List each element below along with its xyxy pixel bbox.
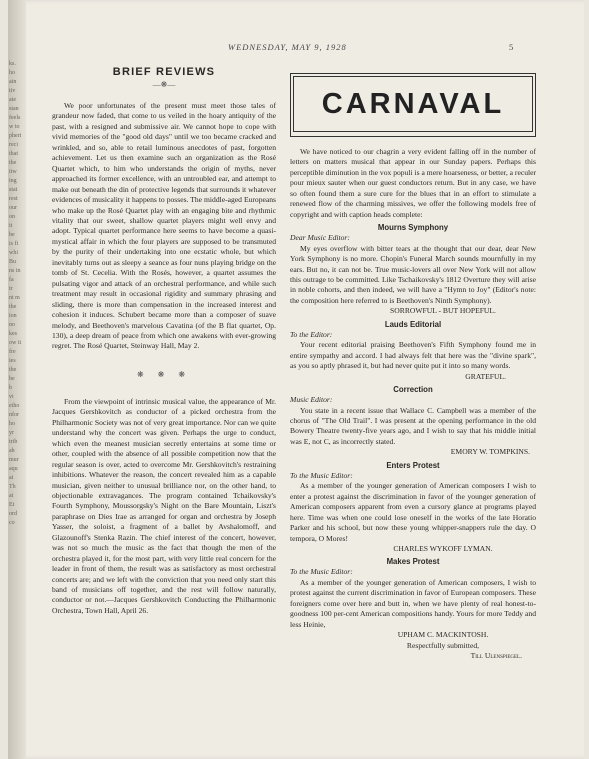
gutter-fragment: ion: [9, 313, 17, 319]
gutter-fragment: ir: [9, 286, 13, 292]
letter-item: [290, 320, 536, 382]
gutter-fragment: mur: [9, 457, 19, 463]
letter-body: Your recent editorial praising Beethoven's Fifth Symphony found me in entire sympathy and accord. I had always felt that here was the "divine spark", as you so aptly phrased it, but had never quite put it into so many words.: [290, 340, 536, 371]
brief-reviews-title: BRIEF REVIEWS: [112, 66, 216, 78]
gutter-fragment: kes: [9, 331, 17, 337]
gutter-fragment: fa: [9, 277, 14, 283]
letter-salutation: To the Music Editor:: [290, 470, 353, 480]
gutter-fragment: pheri: [9, 133, 22, 139]
gutter-fragment: it: [9, 223, 13, 229]
gutter-fragment: whi: [9, 250, 18, 256]
letter-item: [290, 557, 536, 640]
gutter-fragment: stat: [9, 187, 18, 193]
header-date: WEDNESDAY, MAY 9, 1928: [228, 42, 347, 52]
gutter-fragment: fre: [9, 349, 16, 355]
gutter-fragment: Th: [9, 484, 16, 490]
gutter-fragment: ho: [9, 421, 15, 427]
gutter-fragment: itw: [9, 169, 17, 175]
gutter-fragment: at: [9, 493, 14, 499]
gutter-fragment: rest: [9, 196, 18, 202]
gutter-fragment: vi: [9, 394, 14, 400]
gutter-fragment: tiv: [9, 88, 16, 94]
gutter-fragment: ain: [9, 79, 17, 85]
gutter-fragment: reci: [9, 142, 18, 148]
page-number: 5: [509, 42, 515, 52]
review-rose-quartet: We poor unfortunates of the present must meet those tales of grandeur now faded, that come to us veiled in the hoary antiquity of the past, with a resigned and submissive air. We cannot hope to cope with vivid memories of the "good old days" until we too became cracked and wrinkled, and so, able to retail luminous anecdotes of past, forgotten achievement. Let us then examine such an organization as the Rosé Quartet which, to him who understands the origin of myths, never approached its former excellence, with an untroubled ear, and attempt to make out beneath the din of protective legends that surrounds it whatever evidences of musicality it happens to posses. The middle-aged Europeans who make up the Rosé Quartet play with an engaging bite and rhythmic vitality that our sweet, shallow quartet players might well envy and adopt. Typical quartet performance here seems to have become a quasi-mystical affair in which the four players are supposed to be transmuted by the purity of their undertaking into one ecstatic whole, but which inevitably turns out as sleepy a seance as four nuns playing bridge on the tomb of St. Cecelia. With the Rosés, however, a quartet assumes the pulsating vigor and attack of an orchestral performance, and while such treatment may result in occasional rigidity and summary phrasing and sliding, there is more than compensation in the increased interest and cohesion it induces. Schubert became more than a composer of suave melody, and Beethoven's marvelous Cavatina (of the B flat quartet, Op. 130), a deep dream of peace from which one awakens with ever-growing regret. The Rosé Quartet, Steinway Hall, May 2.: [52, 101, 276, 351]
letter-signature: UPHAM C. MACKINTOSH.: [397, 630, 489, 640]
carnaval-intro: We have noticed to our chagrin a very evident falling off in the number of letters on matters musical that appear in our Sunday papers. Perhaps this perceptible diminution in the vox populi is a mere hoarseness, or better, a reculer pour mieux sauter when our guest conductors return. But in any case, we have so often found them a sure cure for the blues that in an effort to stimulate a renewed flow of the charming missives, we offer the following models free of copyright and with caption heads complete:: [290, 147, 536, 219]
gutter-fragment: the: [9, 367, 17, 373]
letter-signature: CHARLES WYKOFF LYMAN.: [393, 543, 493, 553]
letter-heading: Lauds Editorial: [384, 319, 442, 329]
gutter-fragment: trib: [9, 439, 18, 445]
gutter-fragment: the: [9, 304, 17, 310]
gutter-fragment: Bu: [9, 259, 17, 265]
gutter-fragment: ho: [9, 70, 15, 76]
gutter-fragment: that: [9, 151, 18, 157]
gutter-fragment: aqu: [9, 466, 18, 472]
letter-heading: Correction: [393, 385, 433, 395]
gutter-fragment: ow it: [9, 340, 22, 346]
gutter-fragment: etho: [9, 403, 20, 409]
title-ornament: —❋—: [152, 80, 176, 89]
gutter-fragment: the: [9, 160, 17, 166]
letter-heading: Mourns Symphony: [377, 223, 449, 233]
gutter-fragment: co: [9, 520, 15, 526]
letter-salutation: To the Music Editor:: [290, 567, 353, 577]
carnaval-column: [290, 73, 536, 661]
gutter-fragment: ies: [9, 358, 16, 364]
letter-item: [290, 461, 536, 555]
closing-line: Respectfully submitted,: [406, 640, 480, 650]
letter-item: [290, 385, 536, 458]
gutter-fragment: our: [9, 205, 17, 211]
gutter-fragment: is fi: [9, 241, 19, 247]
letter-body: My eyes overflow with bitter tears at the thought that our dear, dear New York Symphony is no more. Chopin's Funeral March sounds mournfully in my ears. But no, it can not be. True music-lovers all over New York will not allow this outrage to be committed. Like Tschaikovsky's 1812 Overture they will arise in noble cohorts, and then indeed, we will have a "Hymn to Joy" (Editor's note: the composition here referred to is Beethoven's Ninth Symphony).: [290, 243, 536, 305]
gutter-fragment: at: [9, 475, 14, 481]
gutter-fragment: nt m: [9, 295, 20, 301]
gutter-fragment: stan: [9, 106, 19, 112]
closing-signature: Till Ulenspiegel.: [470, 651, 522, 661]
facing-page-gutter: [8, 0, 26, 759]
gutter-fragment: nfor: [9, 412, 19, 418]
letter-heading: Enters Protest: [386, 460, 440, 470]
letter-body: As a member of the younger generation of American composers I wish to enter a protest against the discrimination in favor of the younger generation of American composers apparent from even a cursory glance at programs played here. Time was when one could lose oneself in the works of the late Horatio Parker and his school, but now these young whipper-snappers rule the day. O tempora, O Mores!: [290, 481, 536, 543]
letter-signature: EMORY W. TOMPKINS.: [450, 447, 530, 457]
gutter-fragment: no: [9, 322, 15, 328]
gutter-fragment: ate: [9, 97, 16, 103]
letter-body: As a member of the younger generation of American composers, I wish to protest against the current discrimination in favor of European composers. These foreigners come over here and butt in, when we have plenty of real honest-to-goodness 100 per-cent American compositions handy. Yours for more Teddy and less Heinie,: [290, 577, 536, 629]
gutter-fragment: b: [9, 385, 12, 391]
gutter-fragment: on: [9, 214, 15, 220]
gutter-fragment: be: [9, 232, 15, 238]
letter-body: You state in a recent issue that Wallace C. Campbell was a member of the chorus of "The Old Trail". I was present at the opening performance in the old Bowery Theatre twenty-five years ago, and I wish to say that his middle initial was E, not C, as incorrectly stated.: [290, 405, 536, 446]
carnaval-title-box: [290, 73, 536, 137]
gutter-fragment: ord: [9, 511, 17, 517]
letter-salutation: To the Editor:: [290, 329, 333, 339]
review-gershkovitch: From the viewpoint of intrinsic musical value, the appearance of Mr. Jacques Gershkovitch as conductor of a picked orchestra from the Philharmonic Society was not of very great importance. Nor can we quite understand why the concert was given. Perhaps the urge to conduct, which even the meanest musician secretly entertains at some time or other, coupled with the absence of all possible competition now that the regular season is over, acted to overcome Mr. Gershkovitch's restraining inhibitions. Whatever the reason, the concert revealed him as a capable musician, given neither to unusual brilliance nor, on the other hand, to objectionable extravagances. The program contained Tchaikovsky's Fourth Symphony, Moussorgsky's Night on the Bare Mountain, Liszt's paraphrase on Dies Irae as arranged for organ and orchestra by Joseph Yasser, the soloist, a fragment of a ballet by Avshalomoff, and Glazounoff's Stenka Razin. The chief interest of the concert, however, was not so much the music as the fact that though the men of the orchestra played it, for the most part, with very little real concern for the leader in front of them, the result was as satisfactory as most orchestral concerts are; and we left with the conviction that you need only start this band of musicians off together, and the rest will follow naturally, conductor or not.—Jacques Gershkovitch Conducting the Philharmonic Orchestra, Town Hall, April 26.: [52, 396, 276, 615]
carnaval-title: CARNAVAL: [321, 87, 505, 120]
gutter-fragment: be: [9, 376, 15, 382]
section-separator: ❋ ❋ ❋: [136, 369, 192, 379]
letter-salutation: Dear Music Editor:: [290, 233, 350, 243]
gutter-fragment: ah: [9, 448, 15, 454]
gutter-fragment: Et: [9, 502, 15, 508]
magazine-page: [8, 0, 584, 759]
brief-reviews-column: [52, 66, 276, 616]
gutter-fragment: ns in: [9, 268, 21, 274]
gutter-fragment: feels: [9, 115, 21, 121]
letter-salutation: Music Editor:: [290, 395, 333, 405]
gutter-fragment: ks.: [9, 61, 16, 67]
letter-heading: Makes Protest: [386, 557, 440, 567]
letter-signature: SORROWFUL - BUT HOPEFUL.: [390, 306, 496, 316]
letter-signature: GRATEFUL.: [465, 371, 506, 381]
gutter-fragment: w to: [9, 124, 20, 130]
letter-item: [290, 223, 536, 317]
gutter-fragment: ing: [9, 178, 17, 184]
gutter-fragment: yr: [9, 430, 14, 436]
